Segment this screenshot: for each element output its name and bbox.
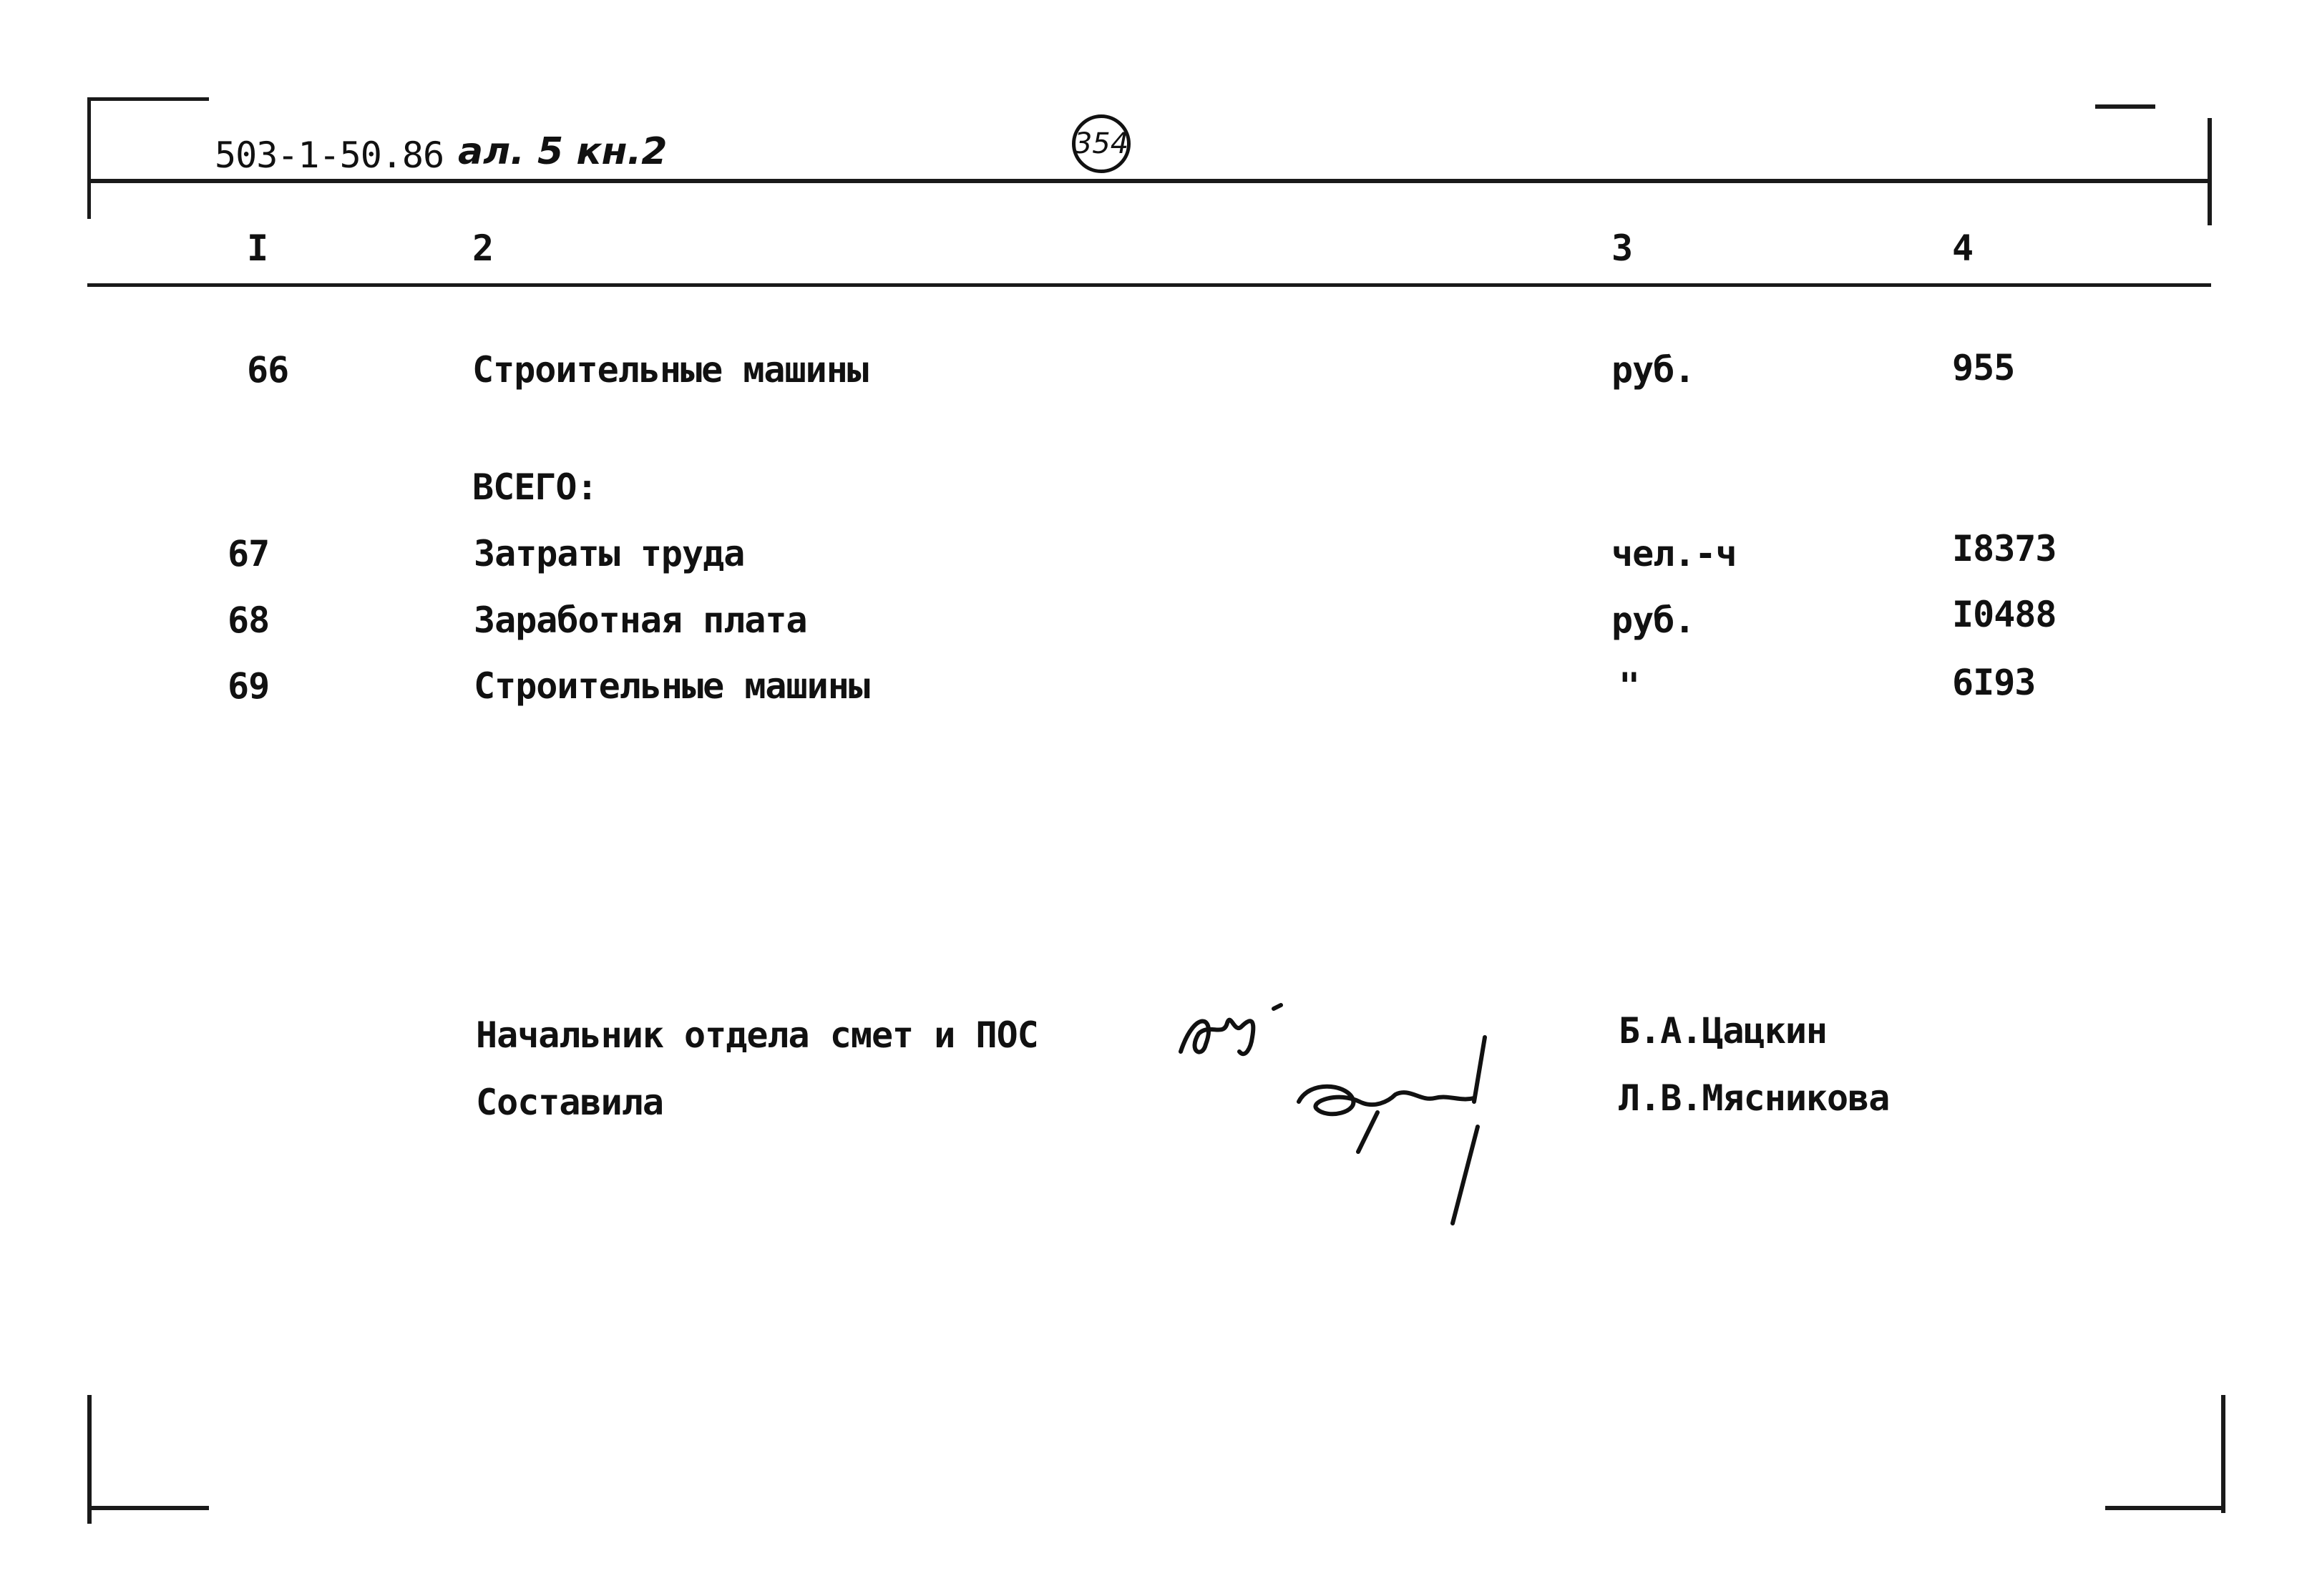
- row-unit: руб.: [1611, 599, 1695, 641]
- row-name: Строительные машины: [474, 665, 869, 707]
- row-unit: ": [1619, 665, 1640, 707]
- handwritten-signatures: [1174, 994, 1574, 1230]
- column-header-3: 3: [1611, 227, 1633, 269]
- frame-bottom-left-vertical: [87, 1395, 92, 1524]
- frame-top-left-vertical: [87, 97, 91, 219]
- row-name: Заработная плата: [474, 599, 807, 641]
- row-name: Строительные машины: [472, 349, 868, 391]
- frame-top-right-dash: [2095, 104, 2155, 109]
- page-number-stamp: [1072, 114, 1131, 173]
- column-header-1: I: [247, 227, 268, 269]
- total-label: ВСЕГО:: [472, 466, 598, 508]
- row-unit: чел.-ч: [1611, 533, 1737, 574]
- row-value: I8373: [1952, 528, 2057, 569]
- signature-role-compiler: Составила: [476, 1082, 663, 1123]
- row-name: Затраты труда: [474, 533, 745, 574]
- page-number: 354: [1073, 127, 1129, 160]
- row-value: I0488: [1952, 594, 2057, 635]
- album-note: ал. 5 кн.2: [458, 130, 668, 173]
- row-value: 955: [1952, 347, 2015, 388]
- column-header-rule: [87, 283, 2211, 287]
- frame-bottom-right-vertical: [2221, 1395, 2225, 1513]
- signature-name-compiler: Л.В.Мясникова: [1619, 1077, 1890, 1119]
- frame-bottom-left-horizontal: [87, 1506, 209, 1510]
- row-value: 6I93: [1952, 662, 2036, 703]
- signature-role-head: Начальник отдела смет и ПОС: [476, 1014, 1038, 1056]
- frame-bottom-right-horizontal: [2105, 1506, 2225, 1510]
- document-code: 503-1-50.86: [215, 134, 444, 176]
- row-unit: руб.: [1611, 349, 1695, 391]
- row-number: 66: [247, 349, 289, 391]
- row-number: 68: [228, 599, 270, 641]
- frame-top-left-horizontal: [87, 97, 209, 101]
- row-number: 67: [228, 533, 270, 574]
- signature-name-head: Б.А.Цацкин: [1619, 1010, 1828, 1052]
- column-header-2: 2: [472, 227, 494, 269]
- header-rule: [87, 179, 2211, 183]
- column-header-4: 4: [1952, 227, 1974, 269]
- row-number: 69: [228, 665, 270, 707]
- frame-top-right-vertical: [2208, 118, 2212, 225]
